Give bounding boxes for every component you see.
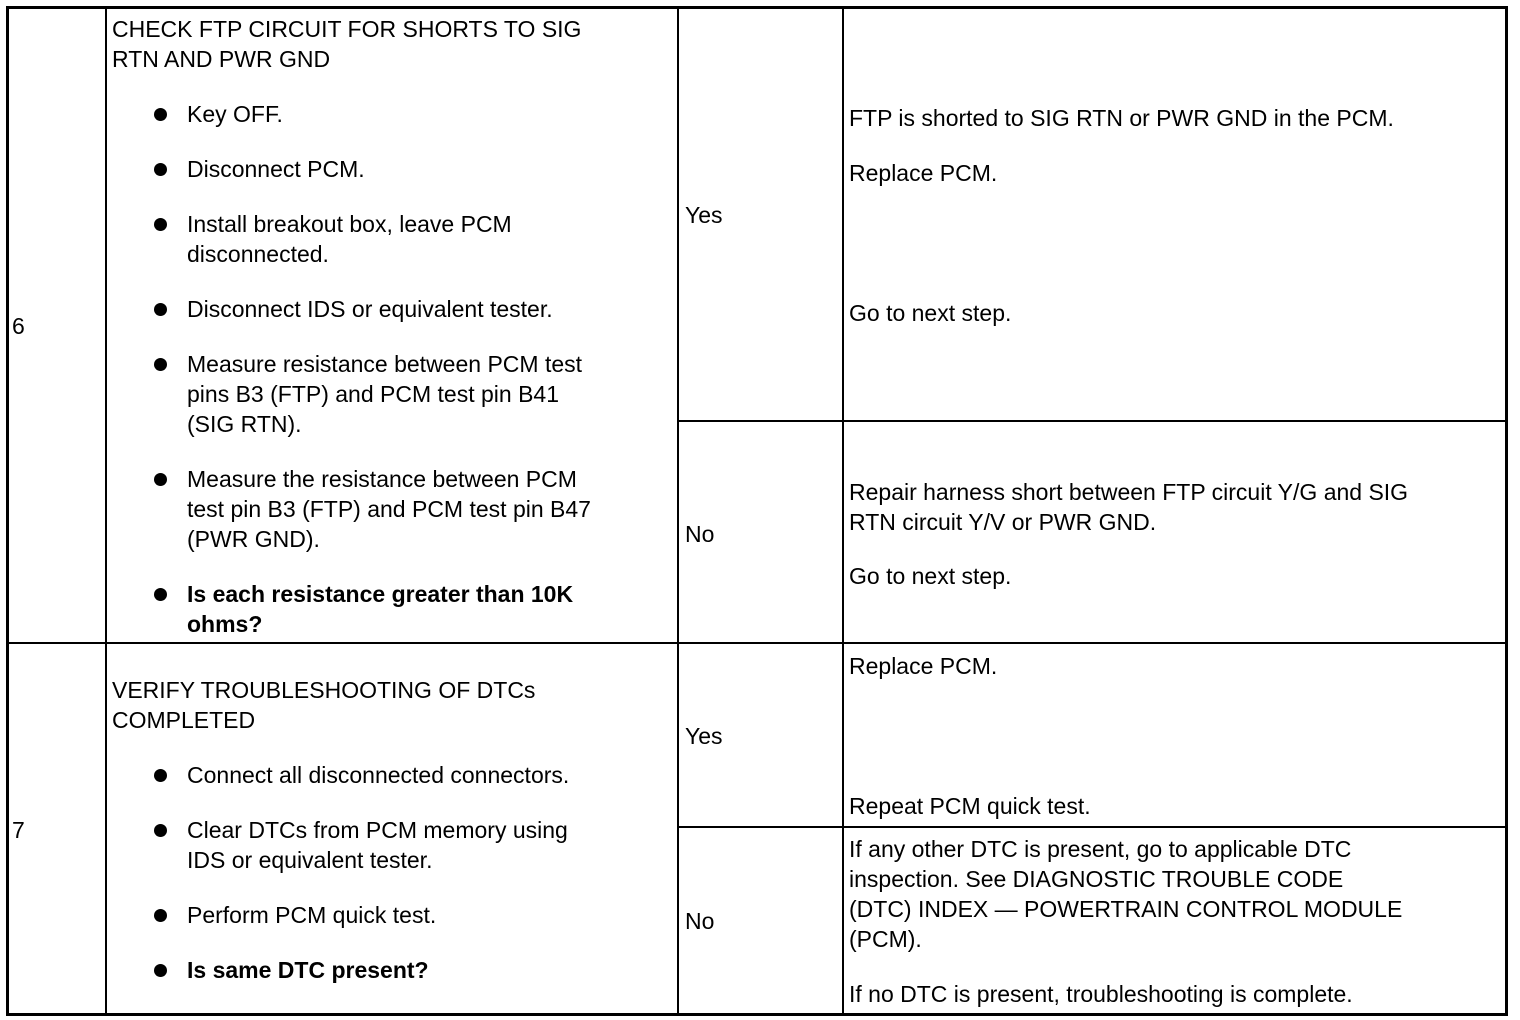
column-divider-action xyxy=(677,6,679,1016)
bullet-icon xyxy=(154,824,167,837)
no-action: (DTC) INDEX — POWERTRAIN CONTROL MODULE xyxy=(849,896,1403,922)
bullet-text: (SIG RTN). xyxy=(187,411,302,437)
yes-no-divider-7 xyxy=(677,826,1508,828)
bullet-text: test pin B3 (FTP) and PCM test pin B47 xyxy=(187,496,591,522)
bullet-icon xyxy=(154,473,167,486)
no-label: No xyxy=(685,521,715,547)
yes-action: FTP is shorted to SIG RTN or PWR GND in the PCM. xyxy=(849,105,1394,131)
bullet-text: Key OFF. xyxy=(187,101,283,127)
bullet-icon xyxy=(154,218,167,231)
bullet-text: Connect all disconnected connectors. xyxy=(187,762,570,788)
step-number: 7 xyxy=(12,817,25,843)
bullet-question: Is same DTC present? xyxy=(187,957,429,983)
bullet-icon xyxy=(154,588,167,601)
no-label: No xyxy=(685,908,715,934)
bullet-text: Disconnect IDS or equivalent tester. xyxy=(187,296,553,322)
no-action: If no DTC is present, troubleshooting is complete. xyxy=(849,981,1353,1007)
yes-action: Go to next step. xyxy=(849,300,1012,326)
yes-no-divider-6 xyxy=(677,420,1508,422)
bullet-text: Perform PCM quick test. xyxy=(187,902,437,928)
step-number: 6 xyxy=(12,313,25,339)
bullet-text: Measure the resistance between PCM xyxy=(187,466,577,492)
yes-label: Yes xyxy=(685,202,723,228)
bullet-text: pins B3 (FTP) and PCM test pin B41 xyxy=(187,381,559,407)
bullet-icon xyxy=(154,769,167,782)
column-divider-step xyxy=(105,6,107,1016)
step-title: VERIFY TROUBLESHOOTING OF DTCs xyxy=(112,677,536,703)
no-action: inspection. See DIAGNOSTIC TROUBLE CODE xyxy=(849,866,1344,892)
row-divider xyxy=(6,642,1508,644)
bullet-icon xyxy=(154,909,167,922)
yes-action: Repeat PCM quick test. xyxy=(849,793,1091,819)
bullet-icon xyxy=(154,303,167,316)
bullet-text: IDS or equivalent tester. xyxy=(187,847,433,873)
bullet-icon xyxy=(154,163,167,176)
column-divider-result xyxy=(842,6,844,1016)
step-title: RTN AND PWR GND xyxy=(112,46,331,72)
bullet-question: ohms? xyxy=(187,611,263,637)
bullet-text: disconnected. xyxy=(187,241,329,267)
yes-label: Yes xyxy=(685,723,723,749)
no-action: (PCM). xyxy=(849,926,922,952)
bullet-icon xyxy=(154,964,167,977)
no-action: Go to next step. xyxy=(849,563,1012,589)
bullet-text: Clear DTCs from PCM memory using xyxy=(187,817,568,843)
bullet-text: (PWR GND). xyxy=(187,526,320,552)
yes-action: Replace PCM. xyxy=(849,653,998,679)
step-title: COMPLETED xyxy=(112,707,256,733)
step-title: CHECK FTP CIRCUIT FOR SHORTS TO SIG xyxy=(112,16,582,42)
no-action: Repair harness short between FTP circuit Y/G and SIG xyxy=(849,479,1409,505)
bullet-text: Disconnect PCM. xyxy=(187,156,365,182)
bullet-text: Install breakout box, leave PCM xyxy=(187,211,512,237)
no-action: If any other DTC is present, go to applicable DTC xyxy=(849,836,1352,862)
bullet-icon xyxy=(154,108,167,121)
bullet-icon xyxy=(154,358,167,371)
yes-action: Replace PCM. xyxy=(849,160,998,186)
bullet-question: Is each resistance greater than 10K xyxy=(187,581,574,607)
no-action: RTN circuit Y/V or PWR GND. xyxy=(849,509,1157,535)
bullet-text: Measure resistance between PCM test xyxy=(187,351,583,377)
